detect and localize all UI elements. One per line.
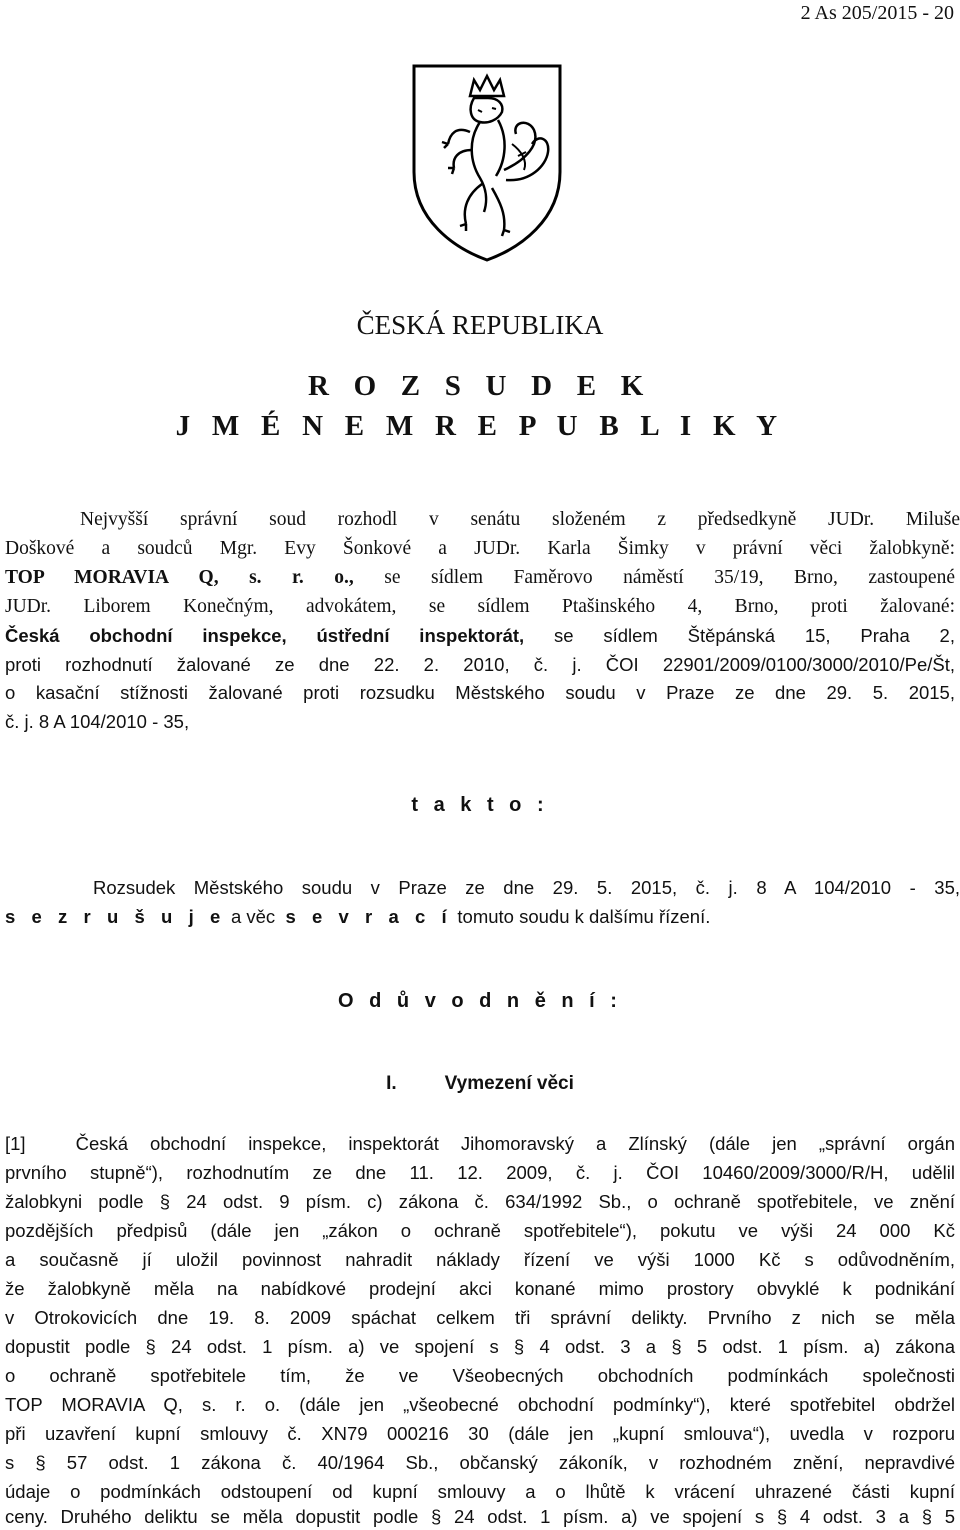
ruling-returned: s e v r a c í	[285, 906, 453, 927]
case-number: 2 As 205/2015 - 20	[800, 2, 954, 24]
intro-line: Doškové a soudců Mgr. Evy Šonkové a JUDr. Karla Šimky v právní věci žalobkyně:	[5, 538, 955, 559]
paragraph-line: o ochraně spotřebitele tím, že ve Všeobecných obchodních podmínkách společnosti	[5, 1365, 955, 1386]
paragraph-line: prvního stupně“), rozhodnutím ze dne 11. 12. 2009, č. j. ČOI 10460/2009/3000/R/H, udělil	[5, 1162, 955, 1183]
section-title: Vymezení věci	[444, 1073, 574, 1094]
paragraph-line: a současně jí uložil povinnost nahradit náklady řízení ve výši 1000 Kč s odůvodněním,	[5, 1249, 955, 1270]
plaintiff-address: se sídlem Faměrovo náměstí 35/19, Brno, zastoupené	[384, 567, 955, 588]
ruling-annulled: s e z r u š u j e	[5, 906, 226, 927]
intro-line	[5, 564, 955, 591]
defendant-name: Česká obchodní inspekce, ústřední inspektorát,	[5, 625, 525, 646]
reasoning-heading: O d ů v o d n ě n í :	[338, 990, 622, 1012]
verdict-subtitle: J M É N E M R E P U B L I K Y	[175, 410, 785, 442]
paragraph-line: [1] Česká obchodní inspekce, inspektorát Jihomoravský a Zlínský (dále jen „správní orgán	[5, 1133, 955, 1154]
paragraph-line: ceny. Druhého deliktu se měla dopustit podle § 24 odst. 1 písm. a) ve spojení s § 4 odst. 3 a § 5	[5, 1506, 955, 1527]
paragraph-line: TOP MORAVIA Q, s. r. o. (dále jen „všeobecné obchodní podmínky“), které spotřebitel obdržel	[5, 1394, 955, 1415]
ruling-line: Rozsudek Městského soudu v Praze ze dne 29. 5. 2015, č. j. 8 A 104/2010 - 35,	[93, 877, 960, 898]
takto-heading: t a k t o :	[411, 794, 549, 816]
paragraph-line: pozdějších předpisů (dále jen „zákon o ochraně spotřebitele“), pokutu ve výši 24 000 Kč	[5, 1220, 955, 1241]
intro-line: Nejvyšší správní soud rozhodl v senátu složeném z předsedkyně JUDr. Miluše	[80, 509, 960, 530]
paragraph-ref: [1]	[5, 1133, 26, 1154]
paragraph-line: v Otrokovicích dne 19. 8. 2009 spáchat celkem tři správní delikty. Prvního z nich se měla	[5, 1307, 955, 1328]
intro-line: č. j. 8 A 104/2010 - 35,	[5, 711, 190, 732]
ruling-line: s e z r u š u j e a věc s e v r a c í tomuto soudu k dalšímu řízení.	[5, 906, 711, 927]
czech-state-coat-of-arms-icon	[408, 60, 566, 265]
paragraph-line: při uzavření kupní smlouvy č. XN79 000216 30 (dále jen „kupní smlouva“), uvedla v rozporu	[5, 1423, 955, 1444]
plaintiff-name: TOP MORAVIA Q, s. r. o.,	[5, 567, 354, 588]
paragraph-line: že žalobkyně měla na nabídkové prodejní akci konané mimo prostory obvyklé k podnikání	[5, 1278, 955, 1299]
paragraph-line: údaje o podmínkách odstoupení od kupní smlouvy a o lhůtě k vrácení uhrazené části kupní	[5, 1481, 955, 1502]
intro-line: JUDr. Liborem Konečným, advokátem, se sídlem Ptašinského 4, Brno, proti žalované:	[5, 596, 955, 617]
paragraph-line: žalobkyni podle § 24 odst. 9 písm. c) zákona č. 634/1992 Sb., o ochraně spotřebitele, ve znění	[5, 1191, 955, 1212]
verdict-title: R O Z S U D E K	[307, 370, 652, 402]
intro-line: o kasační stížnosti žalované proti rozsudku Městského soudu v Praze ze dne 29. 5. 2015,	[5, 682, 955, 703]
country-name: ČESKÁ REPUBLIKA	[356, 310, 604, 340]
defendant-address: se sídlem Štěpánská 15, Praha 2,	[553, 625, 955, 646]
paragraph-line: s § 57 odst. 1 zákona č. 40/1964 Sb., občanský zákoník, v rozhodném znění, nepravdivé	[5, 1452, 955, 1473]
section-heading	[0, 1073, 960, 1095]
paragraph-line: dopustit podle § 24 odst. 1 písm. a) ve spojení s § 4 odst. 3 a § 5 odst. 1 písm. a) zákona	[5, 1336, 955, 1357]
section-number: I.	[386, 1073, 397, 1094]
intro-line	[5, 622, 955, 649]
intro-line: proti rozhodnutí žalované ze dne 22. 2. 2010, č. j. ČOI 22901/2009/0100/3000/2010/Pe/Št,	[5, 654, 955, 675]
